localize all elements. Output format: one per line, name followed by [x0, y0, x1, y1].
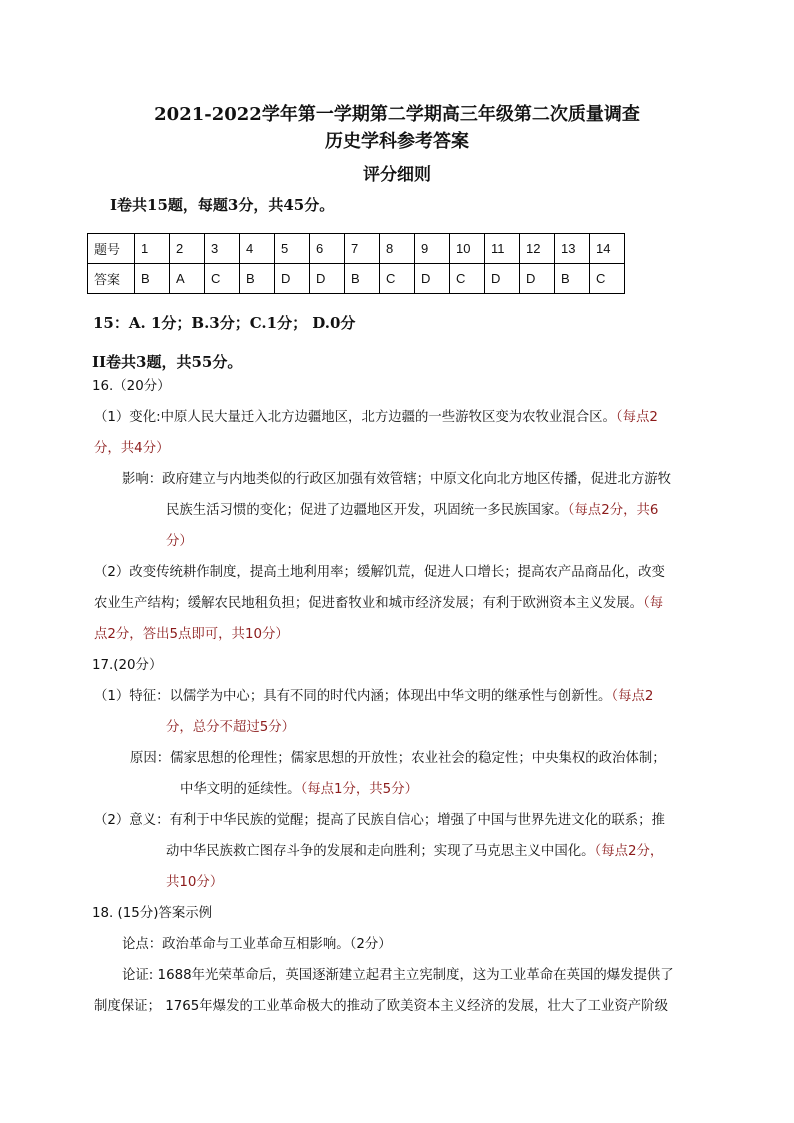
q17-feature-line1: [94, 688, 653, 706]
q17-significance-score-cont: 共10分）: [166, 875, 224, 890]
table-row: [88, 264, 625, 294]
table-cell: 4: [240, 234, 275, 264]
q17-significance-score: （每点2分，: [594, 844, 664, 859]
table-cell: 9: [415, 234, 450, 264]
q16-part2-line1: （2）改变传统耕作制度，提高土地利用率；缓解饥荒，促进人口增长；提高农产品商品化，改变: [94, 565, 665, 580]
part2-heading: II卷共3题，共55分。: [92, 353, 243, 371]
table-cell: B: [555, 264, 590, 294]
table-cell: B: [345, 264, 380, 294]
q17-significance-text: 动中华民族救亡图存斗争的发展和走向胜利；实现了马克思主义中国化。: [166, 844, 595, 859]
table-cell: D: [485, 264, 520, 294]
table-cell: 13: [555, 234, 590, 264]
table-row-label: 题号: [88, 234, 135, 264]
q16-impact-score: （每点2分，共6: [567, 503, 659, 518]
table-cell: 5: [275, 234, 310, 264]
answer-table: [87, 233, 625, 294]
q17-significance-line2: [166, 843, 663, 861]
q16-part2-text: 农业生产结构；缓解农民地租负担；促进畜牧业和城市经济发展；有利于欧洲资本主义发展。: [94, 596, 644, 611]
question-15-scoring: 15：A. 1分；B.3分；C.1分； D.0分: [93, 314, 356, 332]
table-cell: C: [205, 264, 240, 294]
table-cell: 8: [380, 234, 415, 264]
table-cell: 12: [520, 234, 555, 264]
table-cell: D: [415, 264, 450, 294]
q16-part1-line1: [94, 409, 658, 427]
q16-impact-line1: 影响：政府建立与内地类似的行政区加强有效管辖；中原文化向北方地区传播，促进北方游牧: [122, 472, 672, 487]
q17-heading: 17.(20分）: [92, 658, 163, 673]
table-cell: B: [240, 264, 275, 294]
q16-impact-score-cont: 分）: [166, 534, 193, 549]
table-cell: 6: [310, 234, 345, 264]
table-cell: 11: [485, 234, 520, 264]
table-cell: 1: [135, 234, 170, 264]
table-cell: C: [590, 264, 625, 294]
table-cell: 2: [170, 234, 205, 264]
q16-part1-score-cont: 分，共4分）: [94, 441, 170, 456]
q18-heading: 18. (15分)答案示例: [92, 906, 212, 921]
table-cell: D: [310, 264, 345, 294]
table-cell: C: [450, 264, 485, 294]
q16-impact-text: 民族生活习惯的变化；促进了边疆地区开发，巩固统一多民族国家。: [166, 503, 568, 518]
q16-heading: 16.（20分）: [92, 379, 171, 394]
q17-feature-text: （1）特征：以儒学为中心；具有不同的时代内涵；体现出中华文明的继承性与创新性。: [94, 689, 612, 704]
section-title: 评分细则: [363, 165, 431, 185]
table-cell: A: [170, 264, 205, 294]
q18-argument-line1: 论证: 1688年光荣革命后，英国逐渐建立起君主立宪制度，这为工业革命在英国的爆发提供了: [122, 968, 674, 983]
table-cell: D: [520, 264, 555, 294]
table-cell: 14: [590, 234, 625, 264]
q17-feature-score-cont: 分，总分不超过5分）: [166, 720, 296, 735]
q18-argument-line2: 制度保证； 1765年爆发的工业革命极大的推动了欧美资本主义经济的发展，壮大了工业资产阶级: [94, 999, 668, 1014]
table-cell: B: [135, 264, 170, 294]
table-cell: 3: [205, 234, 240, 264]
q18-thesis: 论点：政治革命与工业革命互相影响。（2分）: [122, 937, 392, 952]
page-title: 2021-2022学年第一学期第二学期高三年级第二次质量调查: [154, 104, 640, 125]
table-cell: 10: [450, 234, 485, 264]
q16-part1-score: （每点2: [615, 410, 658, 425]
part1-heading: I卷共15题，每题3分，共45分。: [110, 196, 335, 214]
table-cell: D: [275, 264, 310, 294]
table-cell: C: [380, 264, 415, 294]
q16-part2-score-cont: 点2分，答出5点即可，共10分）: [94, 627, 289, 642]
q16-part2-score: （每: [643, 596, 664, 611]
q16-part1-text: （1）变化:中原人民大量迁入北方边疆地区，北方边疆的一些游牧区变为农牧业混合区。: [94, 410, 616, 425]
table-row: [88, 234, 625, 264]
table-row-label: 答案: [88, 264, 135, 294]
q17-feature-score: （每点2: [611, 689, 654, 704]
q17-reason-line2: [180, 781, 418, 799]
q17-reason-text: 中华文明的延续性。: [180, 782, 301, 797]
q16-part2-line2: [94, 595, 663, 613]
q17-significance-line1: （2）意义：有利于中华民族的觉醒；提高了民族自信心；增强了中国与世界先进文化的联系；推: [94, 813, 665, 828]
q16-impact-line2: [166, 502, 658, 520]
q17-reason-line1: 原因：儒家思想的伦理性；儒家思想的开放性；农业社会的稳定性；中央集权的政治体制；: [130, 751, 666, 766]
page-subtitle: 历史学科参考答案: [325, 131, 469, 152]
table-cell: 7: [345, 234, 380, 264]
q17-reason-score: （每点1分，共5分）: [300, 782, 418, 797]
